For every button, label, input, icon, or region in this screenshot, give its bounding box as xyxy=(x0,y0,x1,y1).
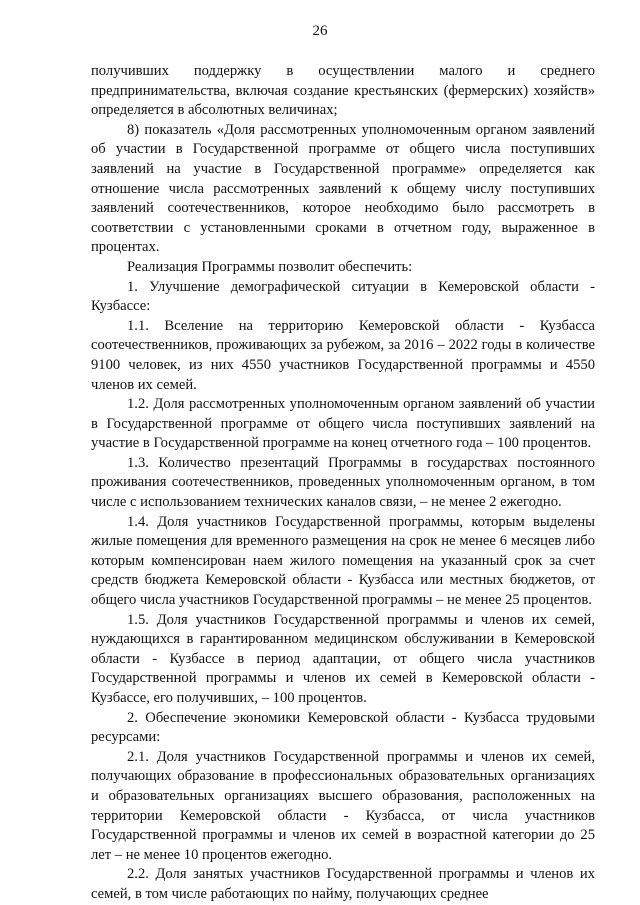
paragraph-continuation: получивших поддержку в осуществлении малого и среднего предпринимательства, включая создание крестьянских (фермерских) хозяйств» определяется в абсолютных величинах; xyxy=(91,63,595,119)
paragraph-program-outcomes-intro: Реализация Программы позволит обеспечить: xyxy=(127,258,413,275)
paragraph-item-2-2: 2.2. Доля занятых участников Государственной программы и членов их семей, в том числе работающих по найму, получающих среднее xyxy=(91,866,595,902)
paragraph-indicator-8: 8) показатель «Доля рассмотренных уполномоченным органом заявлений об участии в Государственной программе от общего числа поступивших заявлений на участие в Государственной программе» определяется как отношение числа рассмотренных заявлений к общему числу поступивших заявлений соотечественников, которое необходимо было рассмотреть в соответствии с установленными сроками в отчетном году, выраженное в процентах. xyxy=(91,121,595,256)
paragraph-item-1-5: 1.5. Доля участников Государственной программы и членов их семей, нуждающихся в гарантированном медицинском обслуживании в Кемеровской области - Кузбассе в период адаптации, от общего числа участников Государственной программы и членов их семей в Кемеровской области - Кузбассе, его получивших, – 100 процентов. xyxy=(91,611,595,706)
paragraph-item-2-1: 2.1. Доля участников Государственной программы и членов их семей, получающих образование в профессиональных образовательных организациях и образовательных организациях высшего образования, расположенных на территории Кемеровской области - Кузбасса, от числа участников Государственной программы и членов их семей в возрастной категории до 25 лет – не менее 10 процентов ежегодно. xyxy=(91,748,595,863)
paragraph-item-1-1: 1.1. Вселение на территорию Кемеровской области - Кузбасса соотечественников, проживающих за рубежом, за 2016 – 2022 годы в количестве 9100 человек, из них 4550 участников Государственной программы и 4550 членов их семей. xyxy=(91,317,595,393)
page-number: 26 xyxy=(312,23,328,39)
document-body xyxy=(91,62,595,905)
paragraph-item-1-2: 1.2. Доля рассмотренных уполномоченным органом заявлений об участии в Государственной программе от общего числа поступивших заявлений на участие в Государственной программе на конец отчетного года – 100 процентов. xyxy=(91,396,595,452)
paragraph-item-1: 1. Улучшение демографической ситуации в Кемеровской области - Кузбассе: xyxy=(91,278,595,315)
paragraph-item-1-3: 1.3. Количество презентаций Программы в государствах постоянного проживания соотечественников, проведенных уполномоченным органом, в том числе с использованием технических каналов связи, – не менее 2 ежегодно. xyxy=(91,454,595,511)
paragraph-item-2: 2. Обеспечение экономики Кемеровской области - Кузбасса трудовыми ресурсами: xyxy=(91,709,595,746)
paragraph-item-1-4: 1.4. Доля участников Государственной программы, которым выделены жилые помещения для временного размещения на срок не менее 6 месяцев либо которым компенсирован наем жилого помещения на указанный срок за счет средств бюджета Кемеровской области - Кузбасса или местных бюджетов, от общего числа участников Государственной программы – не менее 25 процентов. xyxy=(91,513,595,609)
